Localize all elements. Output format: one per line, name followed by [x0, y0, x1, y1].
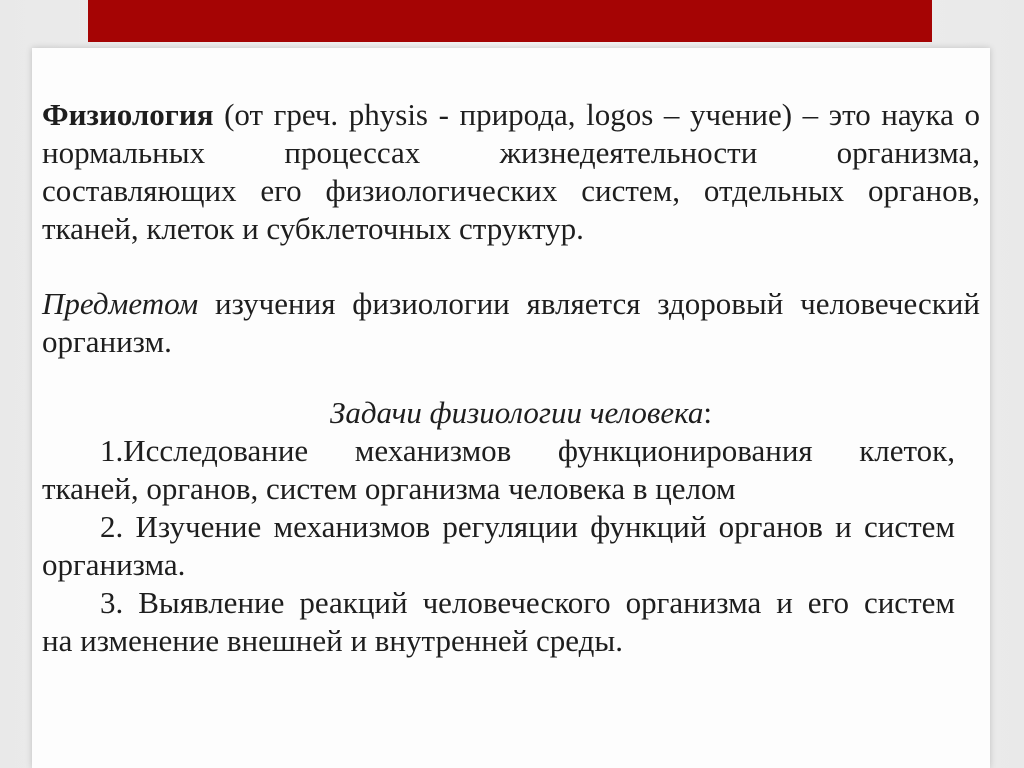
tasks-heading [42, 394, 980, 432]
definition-line: нормальных процессах жизнедеятельности организма, [42, 135, 980, 170]
tasks-heading-suffix: : [703, 395, 712, 430]
task-line: 1.Исследование механизмов функционирования клеток, [100, 433, 955, 468]
tasks-heading-text: Задачи физиологии человека [330, 395, 704, 430]
task-line: на изменение внешней и внутренней среды. [42, 623, 623, 658]
subject-line: организм. [42, 324, 172, 359]
subject-line [42, 285, 980, 323]
definition-line: тканей, клеток и субклеточных структур. [42, 211, 584, 246]
task-item [42, 508, 955, 584]
subject-paragraph [42, 285, 980, 361]
definition-line [42, 96, 980, 134]
subject-term: Предметом [42, 286, 199, 321]
task-item [42, 432, 955, 508]
definition-line: составляющих его физиологических систем, отдельных органов, [42, 173, 980, 208]
subject-first-line-text: изучения физиологии является здоровый человеческий [198, 286, 980, 321]
task-line: 3. Выявление реакций человеческого организма и его систем [100, 585, 955, 620]
task-line: 2. Изучение механизмов регуляции функций органов и систем [100, 509, 955, 544]
task-line: организма. [42, 547, 186, 582]
tasks-list [42, 432, 955, 660]
definition-first-line-text: (от греч. physis - природа, logos – учение) – это наука о [213, 97, 980, 132]
definition-paragraph [42, 96, 980, 248]
header-accent-bar [88, 0, 932, 42]
task-item [42, 584, 955, 660]
slide-content [42, 96, 980, 660]
task-line: тканей, органов, систем организма человека в целом [42, 471, 736, 506]
definition-term: Физиология [42, 97, 214, 132]
